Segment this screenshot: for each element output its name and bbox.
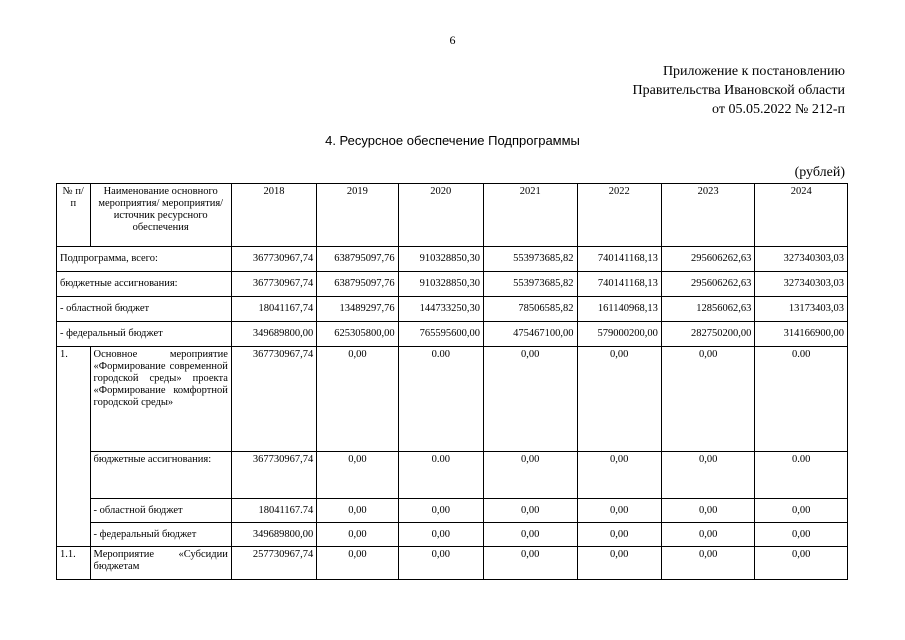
cell-value: 0,00 [317,547,398,580]
row-name: Мероприятие «Субсидии бюджетам [90,547,231,580]
appendix-line-1: Приложение к постановлению [662,64,845,79]
cell-value: 0,00 [483,452,577,499]
cell-value: 78506585,82 [483,297,577,322]
row-name: - областной бюджет [57,297,232,322]
cell-value: 367730967,74 [231,272,316,297]
cell-value: 0,00 [398,523,483,547]
cell-value: 0,00 [755,499,848,523]
header-num: № п/п [57,184,91,247]
cell-value: 367730967,74 [231,347,316,452]
cell-value: 0,00 [483,523,577,547]
cell-value: 295606262,63 [661,272,755,297]
page-number: 6 [449,33,456,47]
cell-value: 0,00 [317,499,398,523]
table-row [57,523,848,547]
cell-value: 367730967,74 [231,247,316,272]
row-number: 1. [57,347,91,547]
header-name: Наименование основного мероприятия/ мероприятия/источник ресурсного обеспечения [90,184,231,247]
table-row [57,322,848,347]
cell-value: 765595600,00 [398,322,483,347]
cell-value: 13173403,03 [755,297,848,322]
table-row [57,297,848,322]
cell-value: 0,00 [483,499,577,523]
row-number: 1.1. [57,547,91,580]
table-row [57,347,848,452]
cell-value: 740141168,13 [577,272,661,297]
table-header-row [57,184,848,247]
cell-value: 327340303,03 [755,272,848,297]
cell-value: 553973685,82 [483,247,577,272]
table-row [57,452,848,499]
cell-value: 0.00 [398,452,483,499]
cell-value: 18041167.74 [231,499,316,523]
cell-value: 349689800,00 [231,523,316,547]
cell-value: 638795097,76 [317,247,398,272]
cell-value: 0.00 [398,347,483,452]
cell-value: 475467100,00 [483,322,577,347]
cell-value: 144733250,30 [398,297,483,322]
table-row [57,547,848,580]
table-row [57,499,848,523]
row-name: бюджетные ассигнования: [90,452,231,499]
cell-value: 0.00 [755,452,848,499]
header-year: 2023 [661,184,755,247]
cell-value: 0,00 [661,523,755,547]
row-name: бюджетные ассигнования: [57,272,232,297]
cell-value: 257730967,74 [231,547,316,580]
cell-value: 18041167,74 [231,297,316,322]
cell-value: 0,00 [577,452,661,499]
cell-value: 0,00 [661,347,755,452]
cell-value: 0,00 [661,452,755,499]
cell-value: 0,00 [755,547,848,580]
appendix-line-2: Правительства Ивановской области [632,83,845,98]
cell-value: 0,00 [317,452,398,499]
header-year: 2022 [577,184,661,247]
appendix-block [633,62,845,119]
row-name: - федеральный бюджет [57,322,232,347]
cell-value: 0,00 [577,523,661,547]
cell-value: 0,00 [317,523,398,547]
cell-value: 367730967,74 [231,452,316,499]
appendix-line-3: от 05.05.2022 № 212-п [712,102,845,117]
table-row [57,247,848,272]
cell-value: 0,00 [661,499,755,523]
cell-value: 327340303,03 [755,247,848,272]
cell-value: 638795097,76 [317,272,398,297]
row-name: Подпрограмма, всего: [57,247,232,272]
cell-value: 349689800,00 [231,322,316,347]
cell-value: 553973685,82 [483,272,577,297]
cell-value: 0,00 [661,547,755,580]
cell-value: 910328850,30 [398,272,483,297]
row-name: - областной бюджет [90,499,231,523]
header-year: 2021 [483,184,577,247]
row-name: - федеральный бюджет [90,523,231,547]
cell-value: 579000200,00 [577,322,661,347]
cell-value: 0,00 [577,347,661,452]
cell-value: 0,00 [577,547,661,580]
cell-value: 0,00 [398,547,483,580]
cell-value: 295606262,63 [661,247,755,272]
cell-value: 740141168,13 [577,247,661,272]
cell-value: 0,00 [317,347,398,452]
cell-value: 12856062,63 [661,297,755,322]
header-year: 2024 [755,184,848,247]
cell-value: 0,00 [483,347,577,452]
header-year: 2019 [317,184,398,247]
units-label: (рублей) [794,165,845,180]
cell-value: 0.00 [755,347,848,452]
cell-value: 314166900,00 [755,322,848,347]
cell-value: 0,00 [755,523,848,547]
cell-value: 0,00 [577,499,661,523]
cell-value: 13489297,76 [317,297,398,322]
header-year: 2020 [398,184,483,247]
cell-value: 0,00 [398,499,483,523]
cell-value: 0,00 [483,547,577,580]
table-row [57,272,848,297]
cell-value: 161140968,13 [577,297,661,322]
resource-table [56,183,848,580]
cell-value: 282750200,00 [661,322,755,347]
section-title: 4. Ресурсное обеспечение Подпрограммы [325,133,580,148]
row-name: Основное мероприятие «Формирование современной городской среды» проекта «Формирование комфортной городской среды» [90,347,231,452]
header-year: 2018 [231,184,316,247]
cell-value: 910328850,30 [398,247,483,272]
cell-value: 625305800,00 [317,322,398,347]
